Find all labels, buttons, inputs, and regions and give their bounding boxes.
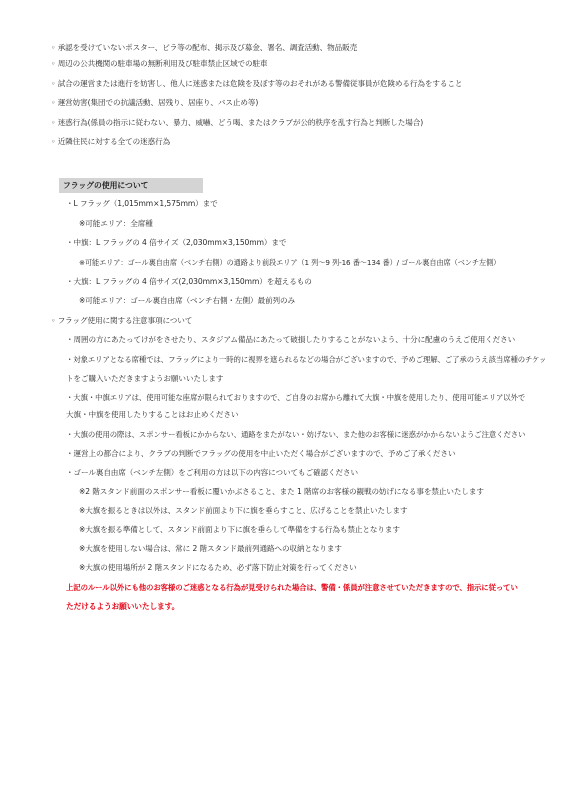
note-line-13: ※大旗の使用場所が 2 階スタンドになるため、必ず落下防止対策を行ってください xyxy=(79,563,357,572)
note-line-9: ※2 階スタンド前面のスポンサー看板に覆いかぶさること、また 1 階席のお客様の観戦の妨げになる事を禁止いたします xyxy=(79,487,484,496)
section-heading-flag: フラッグの使用について xyxy=(59,178,203,193)
flag-line-4: ※可能エリア：ゴール裏自由席（ベンチ右側）の通路より前段エリア（1 列～9 列-16 番～134 番）/ ゴール裏自由席（ベンチ左側） xyxy=(79,258,501,267)
flag-line-6: ※可能エリア：ゴール裏自由席（ベンチ右側・左側）最前列のみ xyxy=(79,296,295,305)
warning-line-2: ただけるようお願いいたします。 xyxy=(66,602,180,611)
note-line-1: ・周囲の方にあたってけがをさせたり、スタジアム備品にあたって破損したりすることがないよう、十分に配慮のうえご使用ください xyxy=(66,335,516,344)
warning-line-1: 上記のルール以外にも他のお客様のご迷惑となる行為が見受けられた場合は、警備・係員が注意させていただきますので、指示に従ってい xyxy=(66,583,518,592)
notes-title: ◦ フラッグ使用に関する注意事項について xyxy=(51,316,193,325)
note-line-10: ※大旗を振るときは以外は、スタンド前面より下に旗を垂らすこと、広げることを禁止いたします xyxy=(79,506,408,515)
flag-line-1: ・L フラッグ（1,015mm×1,575mm）まで xyxy=(66,199,218,208)
flag-line-2: ※可能エリア：全席種 xyxy=(79,219,153,228)
rule-item-3: ◦ 試合の運営または進行を妨害し、他人に迷惑または危険を及ぼす等のおそれがある警備従事員が危険める行為をすること xyxy=(51,79,463,88)
rule-item-5: ◦ 迷惑行為(係員の指示に従わない、暴力、威嚇、どう喝、またはクラブが公的秩序を乱す行為と判断した場合) xyxy=(51,118,424,127)
note-line-8: ・ゴール裏自由席（ベンチ左側）をご利用の方は以下の内容についてもご確認ください xyxy=(66,468,358,477)
rule-item-1: ◦ 承認を受けていないポスター、ビラ等の配布、掲示及び募金、署名、調査活動、物品販売 xyxy=(51,43,358,52)
note-line-6: ・大旗の使用の際は、スポンサー看板にかからない、通路をまたがない・妨げない、また他のお客様に迷惑がかからないようご注意ください xyxy=(66,430,526,439)
note-line-12: ※大旗を使用しない場合は、常に 2 階スタンド最前列通路への収納となります xyxy=(79,544,342,553)
note-line-5: 大旗・中旗を使用したりすることはお止めください xyxy=(66,410,239,419)
rule-item-4: ◦ 運営妨害(集団での抗議活動、居残り、居座り、バス止め等) xyxy=(51,98,259,107)
note-line-4: ・大旗・中旗エリアは、使用可能な座席が限られておりますので、ご自身のお席から離れて大旗・中旗を使用したり、使用可能エリア以外で xyxy=(66,393,526,402)
note-line-11: ※大旗を振る準備として、スタンド前面より下に旗を垂らして準備をする行為も禁止となります xyxy=(79,525,400,534)
note-line-2: ・対象エリアとなる席種では、フラッグにより一時的に視界を遮られるなどの場合がございますので、予めご理解、ご了承のうえ該当席種のチケッ xyxy=(66,355,547,364)
note-line-3: トをご購入いただきますようお願いいたします xyxy=(66,374,224,383)
note-line-7: ・運営上の都合により、クラブの判断でフラッグの使用を中止いただく場合がございますので、予めご了承ください xyxy=(66,449,456,458)
rule-item-6: ◦ 近隣住民に対する全ての迷惑行為 xyxy=(51,137,171,146)
flag-line-3: ・中旗：L フラッグの 4 倍サイズ（2,030mm×3,150mm）まで xyxy=(66,238,287,247)
rule-item-2: ◦ 周辺の公共機関の駐車場の無断利用及び駐車禁止区域での駐車 xyxy=(51,59,268,68)
flag-line-5: ・大旗：L フラッグの 4 倍サイズ(2,030mm×3,150mm）を超えるもの xyxy=(66,277,312,286)
